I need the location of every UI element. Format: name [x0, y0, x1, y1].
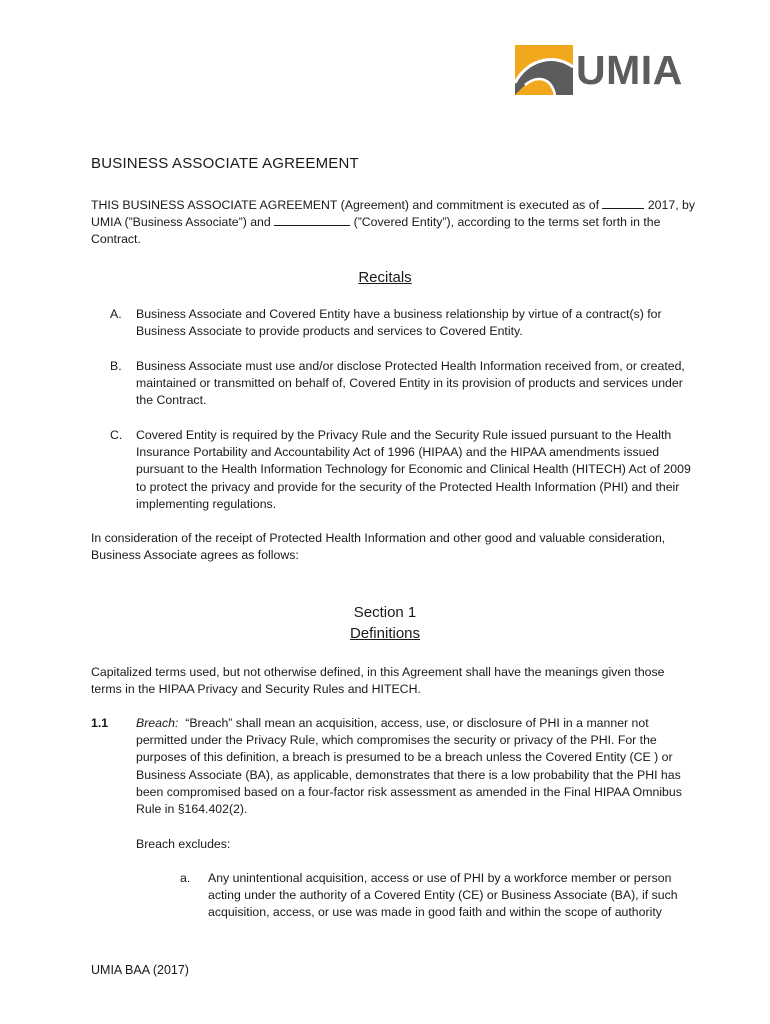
document-title: BUSINESS ASSOCIATE AGREEMENT — [91, 155, 359, 172]
section-subheading: Definitions — [349, 625, 421, 642]
intro-line2-start: UMIA (”Business Associate”) and — [91, 215, 271, 230]
recital-item — [0, 427, 770, 517]
definitions-intro: Capitalized terms used, but not otherwise defined, in this Agreement shall have the meanings given those terms in the HIPAA Privacy and Security Rules and HITECH. — [91, 665, 665, 697]
section-heading: Section 1 — [353, 604, 417, 621]
date-blank-field[interactable] — [602, 197, 644, 209]
breach-excludes-label: Breach excludes: — [136, 837, 231, 851]
intro-line3: Contract. — [91, 232, 141, 247]
definition-term: Breach: — [136, 716, 179, 730]
intro-line1-end: 2017, by — [647, 198, 696, 212]
recital-text: Covered Entity is required by the Privacy Rule and the Security Rule issued pursuant to the Health Insurance Portability and Accountability Act of 1996 (HIPAA) and the HIPAA amendments issued pursuant to the Health Information Technology for Economic and Clinical Health (HITECH) Act of 2009 to protect the privacy and provide for the security of the Protected Health Information (PHI) and their implementing regulations. — [136, 428, 691, 511]
intro-line1-start: THIS BUSINESS ASSOCIATE AGREEMENT (Agreement) and commitment is executed as of — [91, 198, 599, 212]
intro-paragraph — [91, 197, 696, 249]
umia-logo-mark — [515, 45, 573, 95]
recital-item — [0, 358, 770, 414]
recital-label: B. — [110, 359, 122, 373]
definition-breach — [136, 715, 696, 818]
page-footer: UMIA BAA (2017) — [91, 963, 189, 977]
consideration-paragraph: In consideration of the receipt of Protected Health Information and other good and valuable consideration, Business Associate agrees as follows: — [91, 531, 666, 563]
recital-text: Business Associate must use and/or disclose Protected Health Information received from, or created, maintained or transmitted on behalf of, Covered Entity in its provision of products and services under the Contract. — [136, 359, 685, 408]
exclusion-text: Any unintentional acquisition, access or use of PHI by a workforce member or person acting under the authority of a Covered Entity (CE) or Business Associate (BA), if such acquisition, access, or use was made in good faith and within the scope of authority — [208, 871, 678, 920]
definition-number: 1.1 — [91, 716, 109, 730]
umia-logo-text: UMIA — [576, 47, 683, 93]
covered-entity-blank-field[interactable] — [274, 214, 350, 226]
umia-logo — [515, 45, 683, 95]
exclusion-label: a. — [180, 871, 191, 885]
recital-label: A. — [110, 307, 122, 321]
definition-text: “Breach” shall mean an acquisition, access, use, or disclosure of PHI in a manner not permitted under the Privacy Rule, which compromises the security or privacy of the PHI. For the purposes of this definition, a breach is presumed to be a breach unless the Covered Entity (CE ) or Business Associate (BA), as applicable, demonstrates that there is a low probability that the PHI has been compromised based on a four-factor risk assessment as amended in the Final HIPAA Omnibus Rule in §164.402(2). — [136, 716, 682, 817]
recital-text: Business Associate and Covered Entity have a business relationship by virtue of a contract(s) for Business Associate to provide products and services to Covered Entity. — [136, 307, 662, 339]
recitals-heading: Recitals — [358, 269, 412, 286]
recital-item — [0, 306, 770, 346]
intro-line2-end: (”Covered Entity”), according to the terms set forth in the — [353, 215, 661, 230]
recital-label: C. — [110, 428, 123, 442]
